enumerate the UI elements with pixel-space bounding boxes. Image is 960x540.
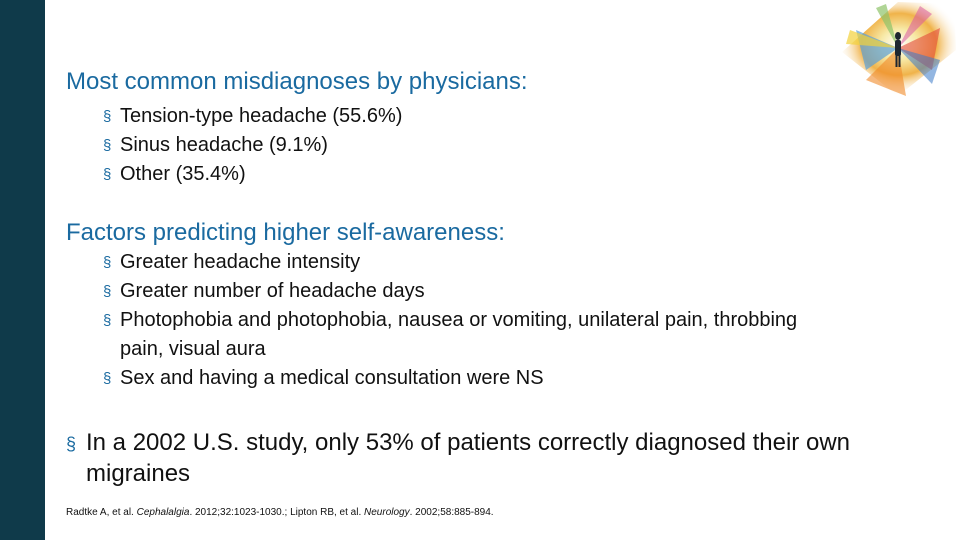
section-heading-misdiagnoses: Most common misdiagnoses by physicians: [66, 68, 528, 95]
list-item-text: Other (35.4%) [120, 163, 246, 185]
list-item [103, 248, 843, 277]
list-item [103, 131, 402, 160]
list-item [103, 160, 402, 189]
list-item [103, 277, 843, 306]
bullet-icon: § [103, 312, 112, 329]
list-item-text: Sinus headache (9.1%) [120, 134, 328, 156]
citation [66, 507, 494, 518]
list-item [103, 306, 843, 364]
bullet-icon: § [103, 137, 112, 154]
citation-part-2: . 2012;32:1023-1030.; Lipton RB, et al. [189, 507, 365, 518]
list-item-text: Sex and having a medical consultation were NS [120, 367, 544, 389]
bullet-icon: § [103, 254, 112, 271]
list-item-text: Greater number of headache days [120, 280, 425, 302]
citation-part-1: Radtke A, et al. [66, 507, 137, 518]
citation-part-3: . 2002;58:885-894. [409, 507, 494, 518]
citation-journal-2: Neurology [364, 507, 410, 518]
bullet-icon: § [103, 166, 112, 183]
list-item [103, 364, 843, 393]
list-item-text: Tension-type headache (55.6%) [120, 105, 403, 127]
bullet-icon: § [103, 370, 112, 387]
self-awareness-factors-list [103, 248, 843, 393]
bullet-icon: § [66, 434, 77, 454]
section-heading-self-awareness: Factors predicting higher self-awareness: [66, 219, 505, 246]
citation-journal-1: Cephalalgia [136, 507, 190, 518]
corner-decorative-image [836, 0, 960, 100]
list-item [103, 102, 402, 131]
misdiagnoses-list [103, 102, 402, 189]
list-item-text: Photophobia and photophobia, nausea or vomiting, unilateral pain, throbbing pain, visual aura [120, 309, 798, 360]
bullet-icon: § [103, 108, 112, 125]
main-point [66, 427, 886, 489]
main-point-text: In a 2002 U.S. study, only 53% of patients correctly diagnosed their own migraines [86, 429, 850, 487]
left-accent-bar [0, 0, 45, 540]
bullet-icon: § [103, 283, 112, 300]
list-item-text: Greater headache intensity [120, 251, 361, 273]
